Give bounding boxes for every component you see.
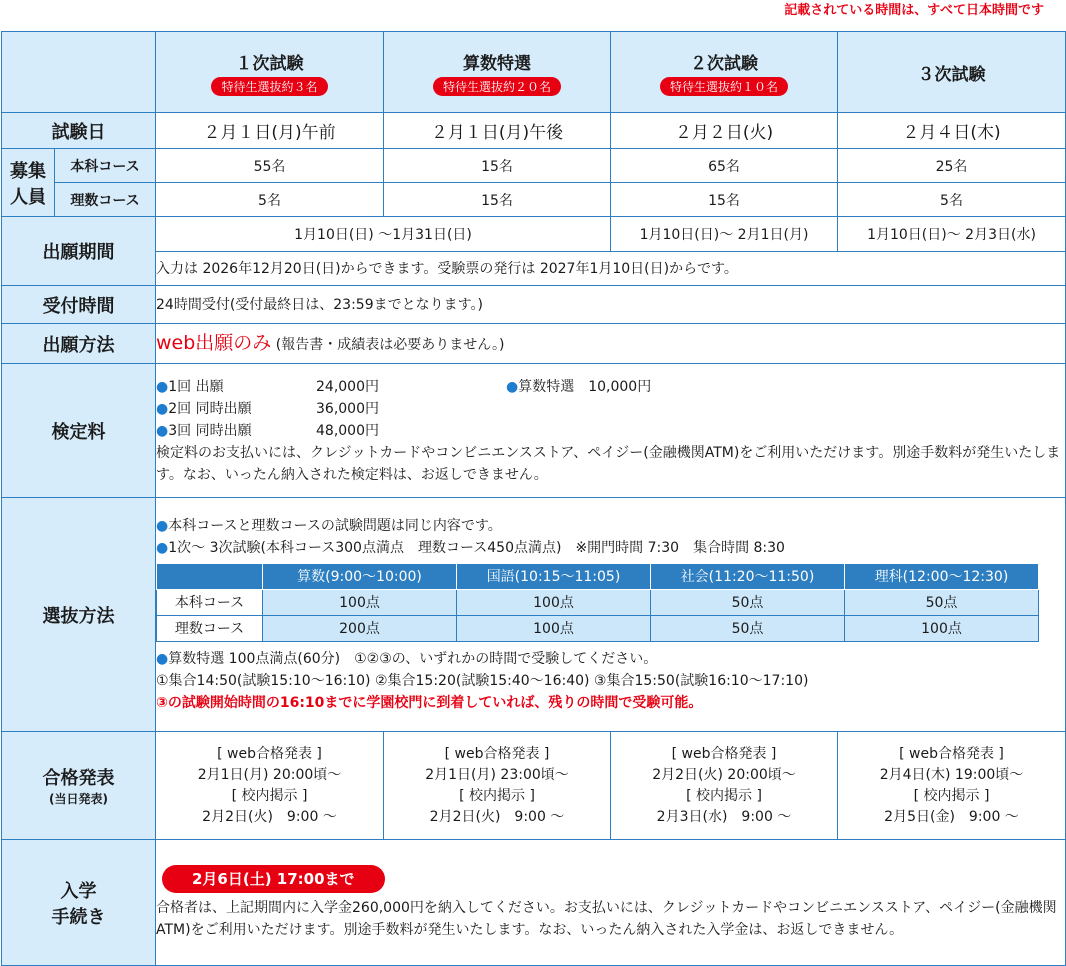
score-table: 算数(9:00～10:00) 国語(10:15～11:05) 社会(11:20～11:50) 理科(12:00～12:30) 本科コース 100点 100点 50点 50点 理数コース 200点 100点 50点 100点 [156,563,1039,642]
risu-capacity-1: 5名 [156,183,384,217]
reception-text: 24時間受付(受付最終日は、23:59までとなります。) [156,286,1066,324]
method-cell [156,324,1066,364]
results-col-1: [ web合格発表 ] 2月1日(月) 20:00頃～ [ 校内掲示 ] 2月2日(火) 9:00 ～ [156,732,384,840]
fee-payment-text: 検定料のお支払いには、クレジットカードやコンビニエンスストア、ペイジー(金融機関ATM)をご利用いただけます。別途手数料が発生いたします。なお、いったん納入された検定料は、お返しできません。 [156,444,1061,483]
fee-cell: ●1回 出願 24,000円 ●算数特選 10,000円 ●2回 同時出願 36,000円 ●3回 同時出願 48,000円 検定料のお支払いには、クレジットカードやコンビニエンスストア、ペイジー(金融機関ATM)をご利用いただけます。別途手数料が発生いたします。なお、いったん納入された検定料は、お返しできません。 [156,364,1066,498]
subject-social: 社会(11:20～11:50) [651,564,845,590]
exam-date-4: ２月４日(木) [838,113,1066,149]
period-exam2: 1月10日(日)～ 2月1日(月) [611,217,838,252]
header-exam-2: ２次試験 特待生選抜約１０名 [611,32,838,113]
risu-capacity-3: 15名 [611,183,838,217]
honka-capacity-4: 25名 [838,149,1066,183]
label-enrollment: 入学 手続き [2,840,156,966]
enrollment-cell [156,840,1066,966]
honka-capacity-3: 65名 [611,149,838,183]
honka-capacity-1: 55名 [156,149,384,183]
label-recruitment: 募集 人員 [2,149,55,217]
badge-exam-1: 特待生選抜約３名 [211,77,327,96]
label-fee: 検定料 [2,364,156,498]
exam-date-3: ２月２日(火) [611,113,838,149]
label-method: 出願方法 [2,324,156,364]
label-risu-course: 理数コース [55,183,156,217]
label-exam-date: 試験日 [2,113,156,149]
enrollment-text: 合格者は、上記期間内に入学金260,000円を納入してください。お支払いには、クレジットカードやコンビニエンスストア、ペイジー(金融機関ATM)をご利用いただけます。別途手数料が発生いたします。なお、いったん納入された入学金は、お返しできません。 [156,899,1057,938]
badge-math-special: 特待生選抜約２０名 [433,77,561,96]
label-results: 合格発表 (当日発表) [2,732,156,840]
header-exam-3: ３次試験 [838,32,1066,113]
header-math-special: 算数特選 特待生選抜約２０名 [384,32,611,113]
admission-table [1,31,1066,966]
application-input-note: 入力は 2026年12月20日(日)からできます。受験票の発行は 2027年1月10日(日)からです。 [156,252,1066,286]
results-col-2: [ web合格発表 ] 2月1日(月) 23:00頃～ [ 校内掲示 ] 2月2日(火) 9:00 ～ [384,732,611,840]
risu-capacity-4: 5名 [838,183,1066,217]
selection-warning: ③の試験開始時間の16:10までに学園校門に到着していれば、残りの時間で受験可能。 [156,695,703,711]
label-honka-course: 本科コース [55,149,156,183]
subject-math: 算数(9:00～10:00) [263,564,457,590]
period-exam1-special: 1月10日(日) ～1月31日(日) [156,217,611,252]
label-reception: 受付時間 [2,286,156,324]
subject-science: 理科(12:00～12:30) [845,564,1039,590]
risu-capacity-2: 15名 [384,183,611,217]
method-note: (報告書・成績表は必要ありません。) [275,336,505,353]
subject-japanese: 国語(10:15～11:05) [457,564,651,590]
web-only-text: web出願のみ [156,331,272,354]
badge-exam-2: 特待生選抜約１０名 [660,77,788,96]
exam-date-1: ２月１日(月)午前 [156,113,384,149]
label-application-period: 出願期間 [2,217,156,286]
selection-cell: ●本科コースと理数コースの試験問題は同じ内容です。 ●1次～ 3次試験(本科コース300点満点 理数コース450点満点) ※開門時間 7:30 集合時間 8:30 算数(9:00～10:00) 国語(10:15～11:05) 社会(11:20～11:50) 理科(12:00～12:30) 本科コース 100点 100点 50点 50点 理数コース 200点 100点 50点 100点 ●算数特選 100点満点(60分) ①②③の、いずれかの時間で受験してください。 ①集合14:50(試験15:10～16:10) ②集合15:20(試験15:40～16:40) ③集合15:50(試験16:10～17:10) ③の試験開始時間の16:10までに学園校門に到着していれば、残りの時間で受験可能。 [156,498,1066,732]
exam-date-2: ２月１日(月)午後 [384,113,611,149]
timezone-note: 記載されている時間は、すべて日本時間です [784,3,1044,18]
label-selection: 選抜方法 [2,498,156,732]
header-exam-1: １次試験 特待生選抜約３名 [156,32,384,113]
results-col-3: [ web合格発表 ] 2月2日(火) 20:00頃～ [ 校内掲示 ] 2月3日(水) 9:00 ～ [611,732,838,840]
enrollment-deadline: 2月6日(土) 17:00まで [162,865,385,893]
corner-cell [2,32,156,113]
period-exam3: 1月10日(日)～ 2月3日(水) [838,217,1066,252]
results-col-4: [ web合格発表 ] 2月4日(木) 19:00頃～ [ 校内掲示 ] 2月5日(金) 9:00 ～ [838,732,1066,840]
honka-capacity-2: 15名 [384,149,611,183]
